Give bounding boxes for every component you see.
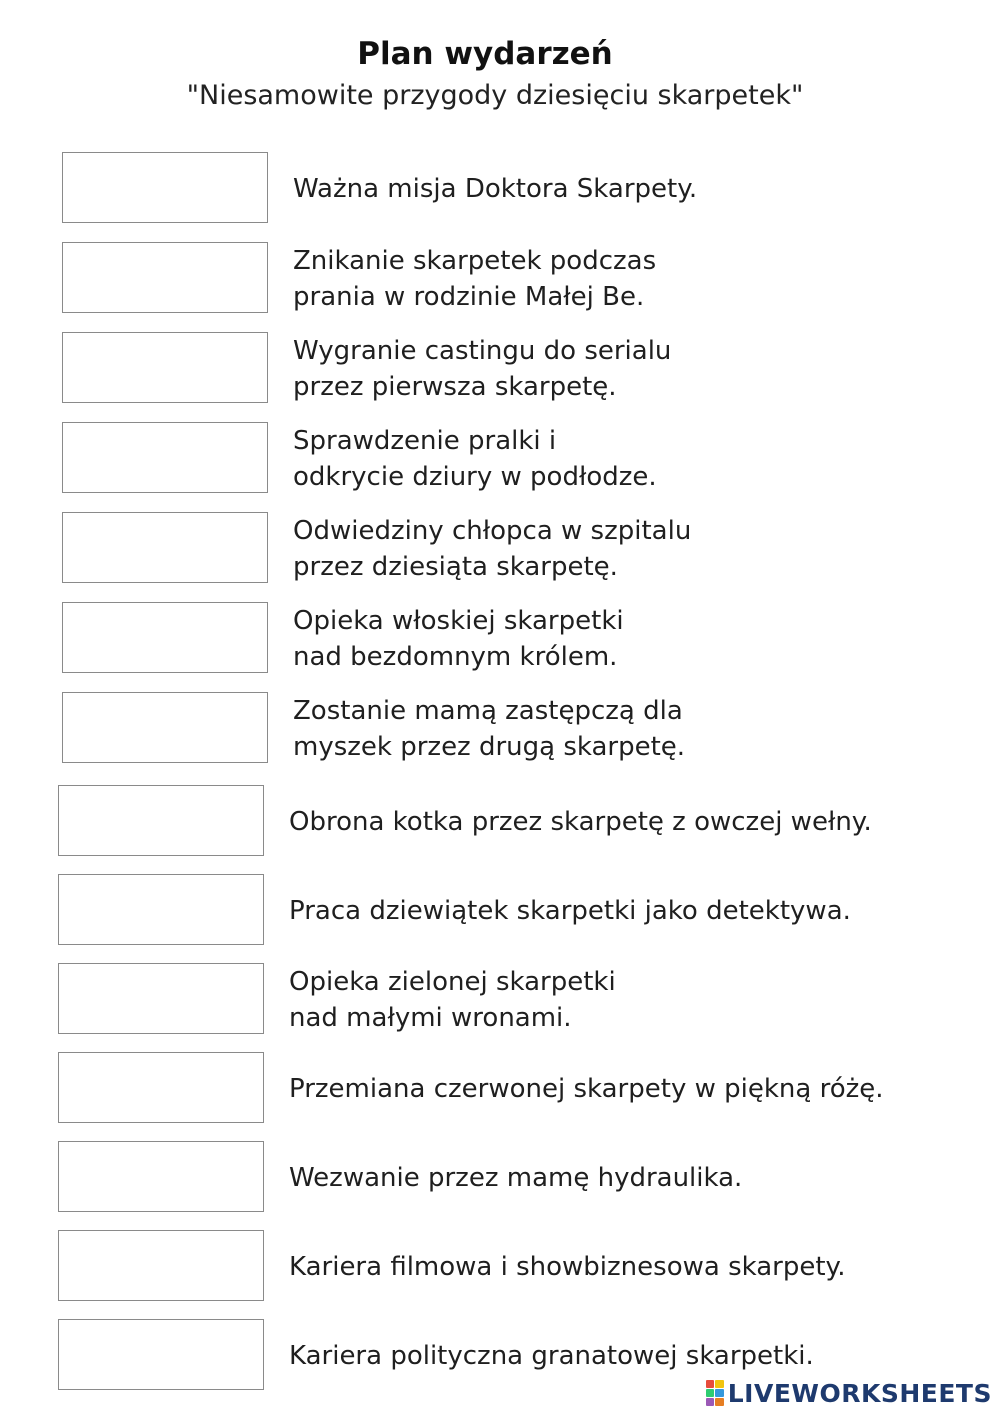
event-text: Kariera polityczna granatowej skarpetki. — [289, 1341, 814, 1371]
order-answer-box[interactable] — [62, 602, 268, 673]
order-answer-box[interactable] — [62, 242, 268, 313]
order-answer-box[interactable] — [58, 963, 264, 1034]
event-text: Wezwanie przez mamę hydraulika. — [289, 1163, 743, 1193]
order-answer-box[interactable] — [62, 152, 268, 223]
event-text: Opieka zielonej skarpetki nad małymi wronami. — [289, 967, 616, 1033]
event-text: Znikanie skarpetek podczas prania w rodzinie Małej Be. — [293, 246, 657, 312]
event-text: Odwiedziny chłopca w szpitalu przez dziesiąta skarpetę. — [293, 516, 692, 582]
order-answer-box[interactable] — [58, 1052, 264, 1123]
order-answer-box[interactable] — [62, 332, 268, 403]
event-text: Sprawdzenie pralki i odkrycie dziury w podłodze. — [293, 426, 657, 492]
event-text: Obrona kotka przez skarpetę z owczej wełny. — [289, 807, 872, 837]
order-answer-box[interactable] — [58, 1230, 264, 1301]
page-title: Plan wydarzeń — [357, 36, 613, 72]
event-text: Ważna misja Doktora Skarpety. — [293, 174, 698, 204]
order-answer-box[interactable] — [58, 785, 264, 856]
order-answer-box[interactable] — [58, 1141, 264, 1212]
page-subtitle: "Niesamowite przygody dziesięciu skarpetek" — [186, 80, 804, 111]
order-answer-box[interactable] — [62, 692, 268, 763]
event-text: Wygranie castingu do serialu przez pierwsza skarpetę. — [293, 336, 672, 402]
brand-text: LIVEWORKSHEETS — [727, 1378, 992, 1408]
liveworksheets-brand — [706, 1376, 992, 1410]
order-answer-box[interactable] — [58, 874, 264, 945]
order-answer-box[interactable] — [62, 422, 268, 493]
event-text: Opieka włoskiej skarpetki nad bezdomnym królem. — [293, 606, 624, 672]
order-answer-box[interactable] — [62, 512, 268, 583]
order-answer-box[interactable] — [58, 1319, 264, 1390]
event-text: Praca dziewiątek skarpetki jako detektywa. — [289, 896, 851, 926]
event-text: Zostanie mamą zastępczą dla myszek przez drugą skarpetę. — [293, 696, 686, 762]
event-text: Kariera filmowa i showbiznesowa skarpety. — [289, 1252, 846, 1282]
event-text: Przemiana czerwonej skarpety w piękną różę. — [289, 1074, 884, 1104]
liveworksheets-logo-icon — [706, 1380, 724, 1406]
